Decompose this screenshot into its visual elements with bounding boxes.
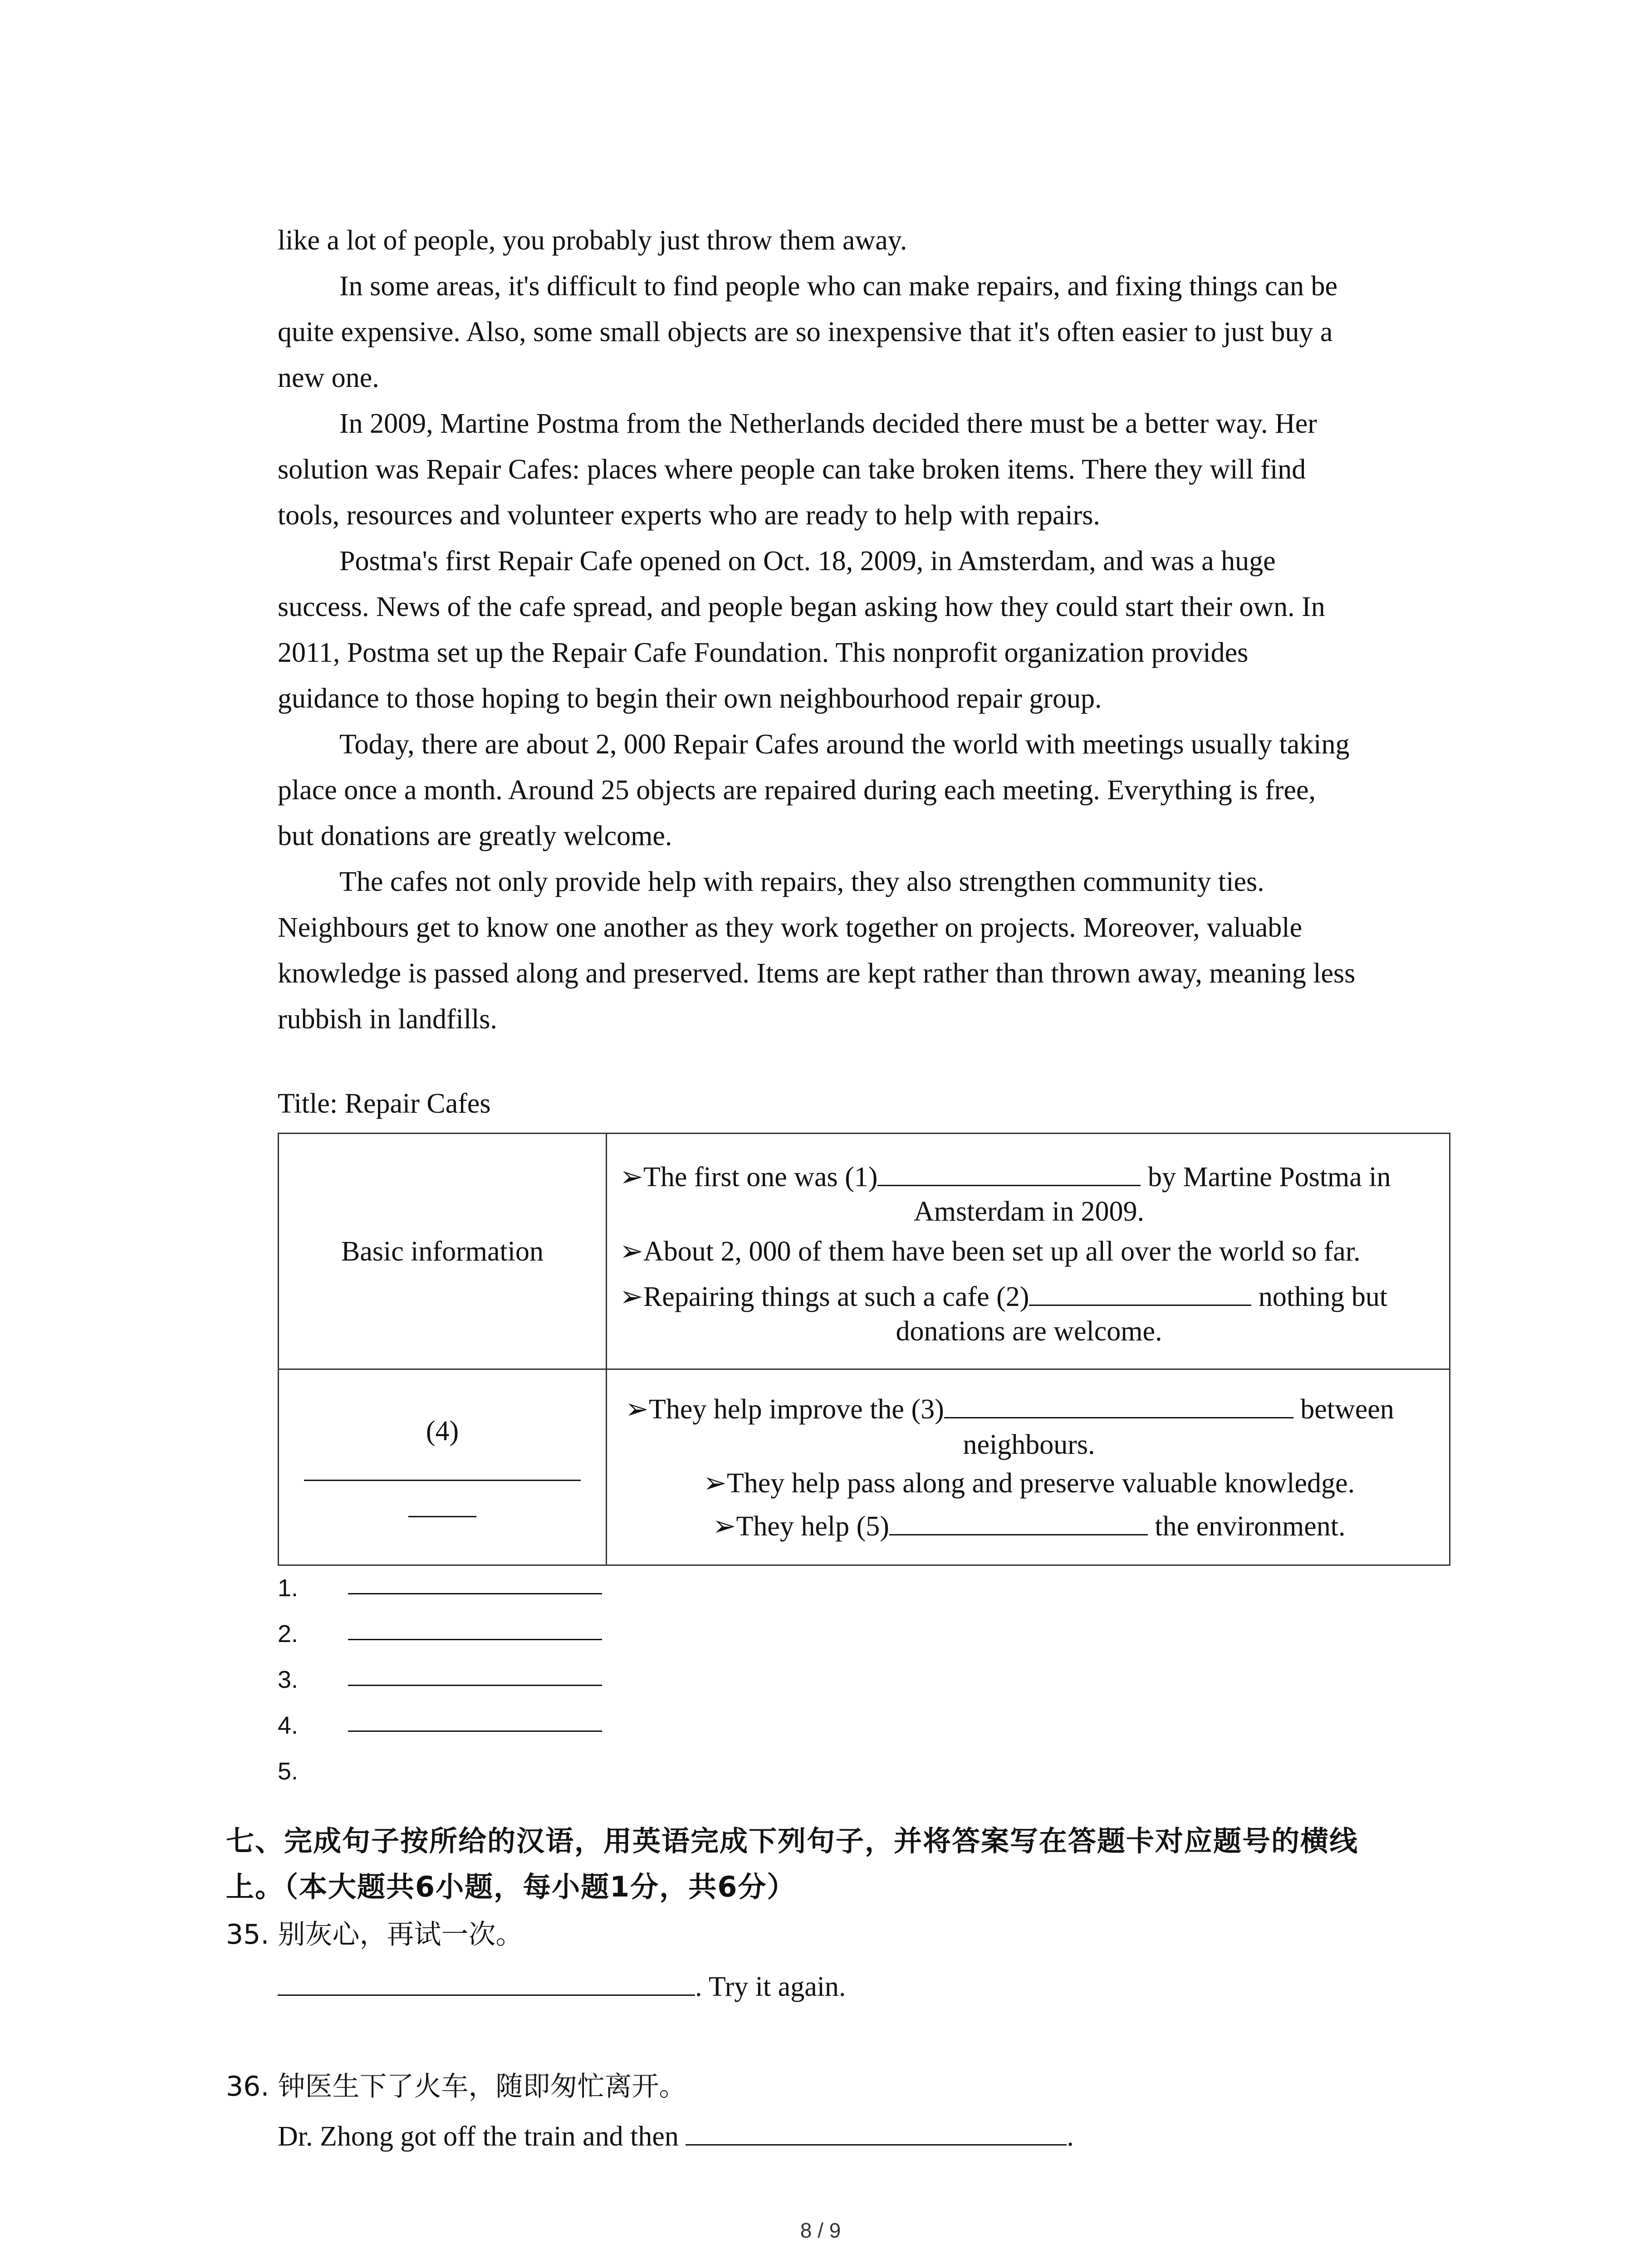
answer-number: 3.	[278, 1666, 299, 1693]
blank-1[interactable]	[877, 1157, 1141, 1186]
question-answer-line	[278, 1964, 846, 2010]
answer-text: .	[1067, 2121, 1074, 2152]
bullet-text: ➢They help pass along and preserve valuable knowledge.	[703, 1467, 1355, 1499]
blank-2[interactable]	[1029, 1276, 1251, 1306]
passage-line: Postma's first Repair Cafe opened on Oct. 18, 2009, in Amsterdam, and was a huge	[339, 546, 1276, 577]
bullet-text: by Martine Postma in	[1141, 1161, 1391, 1193]
passage-line: success. News of the cafe spread, and people began asking how they could start their own. In	[278, 591, 1325, 622]
blank-3[interactable]	[944, 1389, 1293, 1418]
answer-underline[interactable]	[348, 1730, 602, 1732]
row-heading	[279, 1369, 607, 1565]
bullet-text: ➢Repairing things at such a cafe (2)	[620, 1281, 1029, 1312]
blank-4-label: (4)	[426, 1415, 459, 1447]
answer-blank-35[interactable]	[278, 1966, 695, 1996]
answer-underline[interactable]	[348, 1685, 602, 1686]
row-content	[607, 1134, 1450, 1369]
passage-line: Neighbours get to know one another as they work together on projects. Moreover, valuable	[278, 912, 1303, 943]
blank-5[interactable]	[889, 1506, 1148, 1535]
page-number: 8 / 9	[800, 2219, 841, 2242]
table-title: Title: Repair Cafes	[278, 1088, 491, 1119]
passage-line: guidance to those hoping to begin their own neighbourhood repair group.	[278, 683, 1102, 714]
bullet-text: ➢The first one was (1)	[620, 1161, 878, 1193]
answer-underline[interactable]	[348, 1593, 602, 1594]
answer-blank-36[interactable]	[686, 2116, 1067, 2146]
section-heading	[226, 1818, 1474, 1910]
answer-number: 4.	[278, 1712, 299, 1739]
bullet-text: the environment.	[1147, 1510, 1346, 1542]
bullet-text: donations are welcome.	[896, 1315, 1162, 1347]
answer-number: 5.	[278, 1758, 299, 1785]
table-row	[279, 1134, 1450, 1369]
bullet-text: between	[1293, 1393, 1394, 1425]
section-heading-line: 七、完成句子按所给的汉语，用英语完成下列句子，并将答案写在答题卡对应题号的横线	[226, 1824, 1359, 1857]
summary-table	[278, 1133, 1450, 1566]
passage-line: Today, there are about 2, 000 Repair Cafes around the world with meetings usually taking	[339, 729, 1350, 760]
passage-line: 2011, Postma set up the Repair Cafe Foundation. This nonprofit organization provides	[278, 637, 1249, 668]
answer-text: Dr. Zhong got off the train and then	[278, 2121, 686, 2152]
bullet-text: ➢They help improve the (3)	[625, 1393, 944, 1425]
answer-number: 2.	[278, 1620, 299, 1647]
question-prompt: 35. 别灰心，再试一次。	[226, 1919, 523, 1950]
bullet-text: Amsterdam in 2009.	[914, 1196, 1144, 1227]
bullet-text: ➢They help (5)	[712, 1510, 889, 1542]
passage-line: The cafes not only provide help with repairs, they also strengthen community ties.	[339, 866, 1264, 897]
passage-line: like a lot of people, you probably just throw them away.	[278, 225, 907, 256]
row-heading: Basic information	[279, 1134, 607, 1369]
section-heading-line: 上。（本大题共6小题，每小题1分，共6分）	[226, 1870, 796, 1903]
row-content	[607, 1369, 1450, 1565]
bullet-text: neighbours.	[963, 1429, 1095, 1460]
answer-number: 1.	[278, 1574, 299, 1602]
reading-passage	[278, 218, 1450, 1042]
passage-line: but donations are greatly welcome.	[278, 821, 672, 851]
question-prompt: 36. 钟医生下了火车，随即匆忙离开。	[226, 2071, 686, 2102]
passage-line: solution was Repair Cafes: places where people can take broken items. There they will find	[278, 454, 1306, 485]
passage-line: knowledge is passed along and preserved. Items are kept rather than thrown away, meaning less	[278, 958, 1356, 989]
answer-text: . Try it again.	[695, 1971, 846, 2002]
blank-4[interactable]	[304, 1471, 581, 1481]
blank-4-continued[interactable]	[408, 1507, 476, 1517]
passage-line: quite expensive. Also, some small objects are so inexpensive that it's often easier to just buy a	[278, 317, 1333, 347]
passage-line: In 2009, Martine Postma from the Netherlands decided there must be a better way. Her	[339, 408, 1317, 439]
bullet-text: ➢About 2, 000 of them have been set up all over the world so far.	[620, 1236, 1361, 1267]
table-row	[279, 1369, 1450, 1565]
passage-line: tools, resources and volunteer experts who are ready to help with repairs.	[278, 500, 1100, 531]
question-answer-line	[278, 2114, 1074, 2160]
passage-line: new one.	[278, 362, 379, 393]
passage-line: rubbish in landfills.	[278, 1004, 497, 1035]
passage-line: In some areas, it's difficult to find people who can make repairs, and fixing things can be	[339, 271, 1338, 302]
answer-underline[interactable]	[348, 1639, 602, 1640]
bullet-text: nothing but	[1251, 1281, 1388, 1312]
passage-line: place once a month. Around 25 objects are repaired during each meeting. Everything is free,	[278, 775, 1316, 806]
